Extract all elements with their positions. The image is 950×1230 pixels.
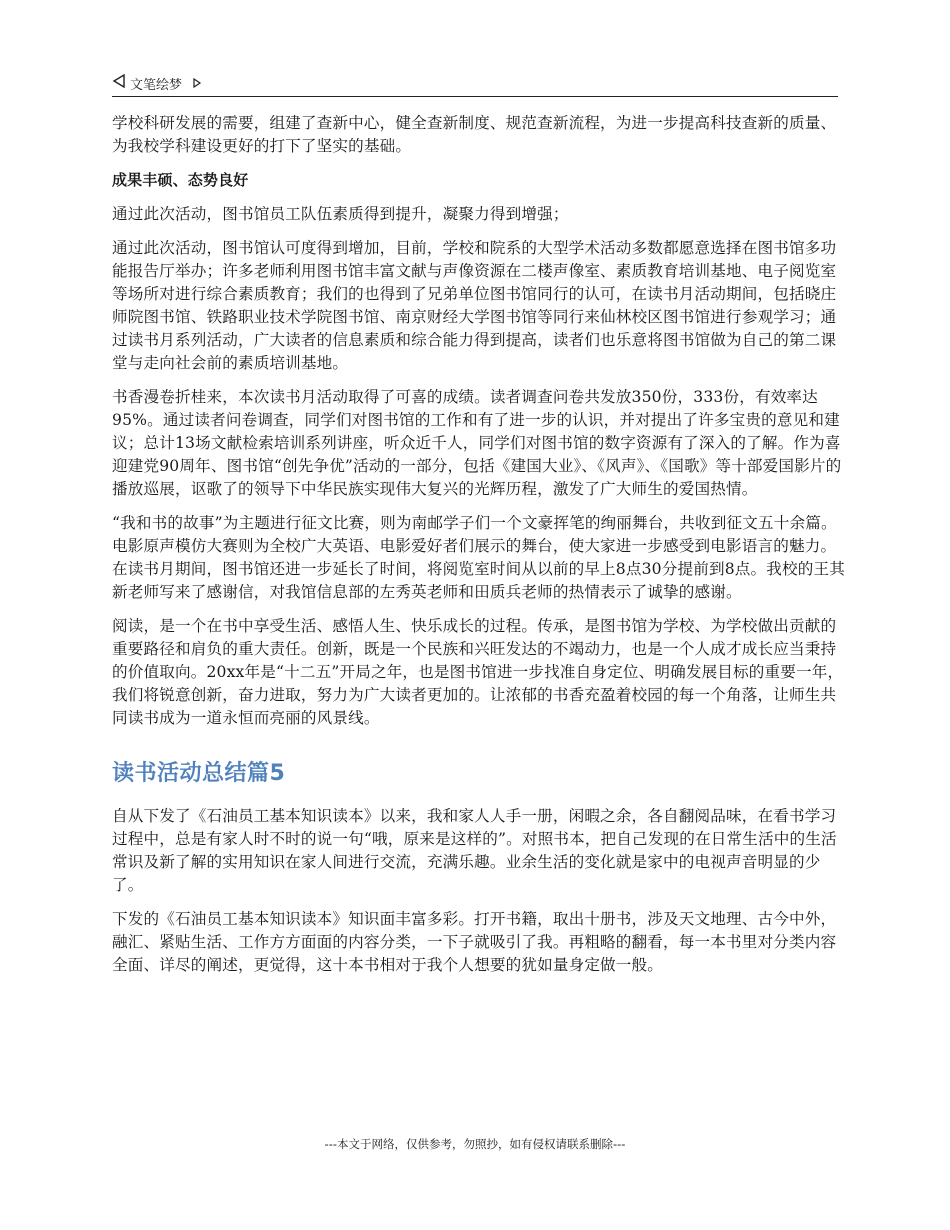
paragraph: “我和书的故事”为主题进行征文比赛，则为南邮学子们一个文豪挥笔的绚丽舞台，共收到征文五十余篇。电影原声模仿大赛则为全校广大英语、电影爱好者们展示的舞台，使大家进一步感受到电影语言的魅力。在读书月期间，图书馆还进一步延长了时间，将阅览室时间从以前的早上8点30分提前到8点。我校的王其新老师写来了感谢信，对我馆信息部的左秀英老师和田质兵老师的热情表示了诚挚的感谢。 xyxy=(112,514,846,601)
header-title: 文笔绘梦 xyxy=(130,77,183,93)
document-body xyxy=(112,112,850,988)
paragraph: 通过此次活动，图书馆员工队伍素质得到提升，凝聚力得到增强； xyxy=(112,205,569,223)
paragraph: 学校科研发展的需要，组建了查新中心，健全查新制度、规范查新流程，为进一步提高科技查新的质量、为我校学科建设更好的打下了坚实的基础。 xyxy=(112,114,837,155)
paragraph: 书香漫卷折桂来，本次读书月活动取得了可喜的成绩。读者调查问卷共发放350份，333份，有效率达95%。通过读者问卷调查，同学们对图书馆的工作和有了进一步的认识，并对提出了许多宝贵的意见和建议；总计13场文献检索培训系列讲座，听众近千人，同学们对图书馆的数字资源有了深入的了解。作为喜迎建党90周年、图书馆“创先争优”活动的一部分，包括《建国大业》、《风声》、《国歌》等十部爱国影片的播放巡展，讴歌了的领导下中华民族实现伟大复兴的光辉历程，激发了广大师生的爱国热情。 xyxy=(112,388,842,498)
header-left xyxy=(112,73,202,93)
subheading: 成果丰硕、态势良好 xyxy=(112,171,249,189)
paragraph: 阅读，是一个在书中享受生活、感悟人生、快乐成长的过程。传承，是图书馆为学校、为学校做出贡献的重要路径和肩负的重大责任。创新，既是一个民族和兴旺发达的不竭动力，也是一个人成才成长应当秉持的价值取向。20xx年是“十二五”开局之年，也是图书馆进一步找准自身定位、明确发展目标的重要一年，我们将锐意创新，奋力进取，努力为广大读者更加的。让浓郁的书香充盈着校园的每一个角落，让师生共同读书成为一道永恒而亮丽的风景线。 xyxy=(112,617,844,727)
paragraph: 通过此次活动，图书馆认可度得到增加，目前，学校和院系的大型学术活动多数都愿意选择在图书馆多功能报告厅举办；许多老师利用图书馆丰富文献与声像资源在二楼声像室、素质教育培训基地、电子阅览室等场所对进行综合素质教育；我们的也得到了兄弟单位图书馆同行的认可，在读书月活动期间，包括晓庄师院图书馆、铁路职业技术学院图书馆、南京财经大学图书馆等同行来仙林校区图书馆进行参观学习；通过读书月系列活动，广大读者的信息素质和综合能力得到提高，读者们也乐意将图书馆做为自己的第二课堂与走向社会前的素质培训基地。 xyxy=(112,239,837,372)
paragraph: 下发的《石油员工基本知识读本》知识面丰富多彩。打开书籍，取出十册书，涉及天文地理、古今中外，融汇、紧贴生活、工作方方面面的内容分类，一下子就吸引了我。再粗略的翻看，每一本书里对分类内容全面、详尽的阐述，更觉得，这十本书相对于我个人想要的犹如量身定做一般。 xyxy=(112,910,837,974)
section-title: 读书活动总结篇5 xyxy=(112,761,286,786)
triangle-left-icon xyxy=(112,73,126,93)
page-footer: ---本文于网络，仅供参考，勿照抄，如有侵权请联系删除--- xyxy=(324,1137,626,1151)
paragraph: 自从下发了《石油员工基本知识读本》以来，我和家人人手一册，闲暇之余，各自翻阅品味，在看书学习过程中，总是有家人时不时的说一句“哦，原来是这样的”。对照书本，把自己发现的在日常生活中的生活常识及新了解的实用知识在家人间进行交流，充满乐趣。业余生活的变化就是家中的电视声音明显的少了。 xyxy=(112,807,837,894)
page-header xyxy=(112,70,838,97)
triangle-right-icon xyxy=(192,74,202,93)
